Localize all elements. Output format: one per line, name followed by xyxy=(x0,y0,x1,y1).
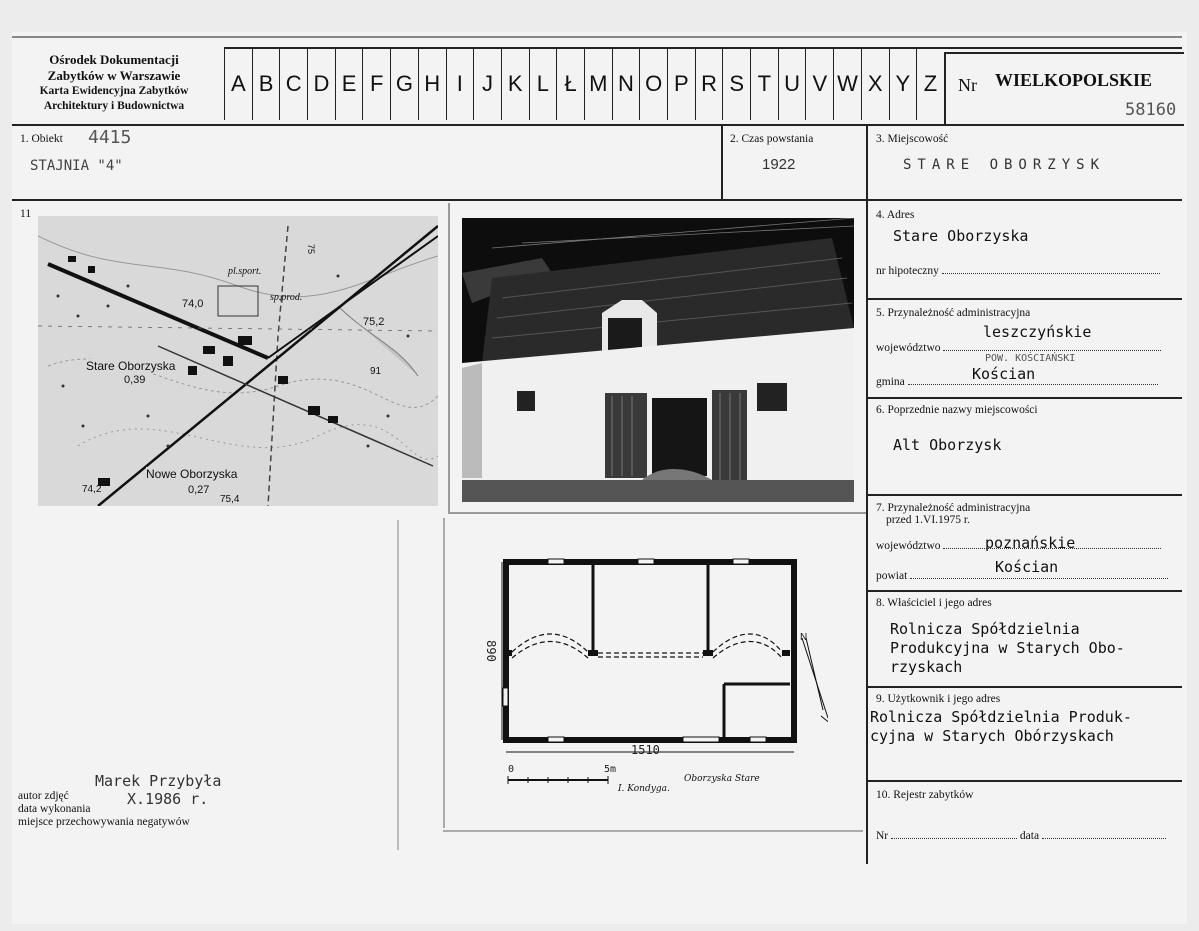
map-label-stare-oborzyska: Stare Oborzyska xyxy=(86,359,176,373)
plan-scale-five: 5m xyxy=(604,764,617,775)
photo-frame-left xyxy=(448,203,450,513)
field5-woj-value: leszczyńskie xyxy=(983,323,1092,341)
index-letter: C xyxy=(279,48,307,120)
index-letter: O xyxy=(639,48,667,120)
index-letter: B xyxy=(252,48,280,120)
map-label-75: 75 xyxy=(306,243,317,255)
index-letter: M xyxy=(584,48,612,120)
field7-woj-row xyxy=(876,540,1161,552)
index-letter: R xyxy=(695,48,723,120)
floor-plan xyxy=(483,548,828,808)
field8-value xyxy=(890,620,1125,677)
row1-bottom-rule xyxy=(12,199,1182,201)
top-rule xyxy=(12,36,1182,38)
field5-gmina-note: POW. KOŚCIAŃSKI xyxy=(985,353,1076,364)
field4-hip-label xyxy=(876,265,1160,277)
field5-woj-label: województwo xyxy=(876,342,941,354)
powiat-dotted-line xyxy=(910,578,1168,579)
date-label: data wykonania xyxy=(18,803,91,815)
plan-author: I. Kondyga. xyxy=(618,784,670,794)
negatives-place-label: miejsce przechowywania negatywów xyxy=(18,816,190,828)
org-line-3: Karta Ewidencyjna Zabytków xyxy=(39,85,189,97)
map-label-nowe-value: 0,27 xyxy=(188,484,210,496)
plan-dim-width: 1510 xyxy=(631,743,660,757)
stable-photo-drawing xyxy=(462,218,854,502)
field10-data-label: data xyxy=(1019,830,1040,842)
row4-bottom-rule xyxy=(866,298,1182,300)
index-letter: T xyxy=(750,48,778,120)
row8-bottom-rule xyxy=(866,686,1182,688)
map-label-75-4: 75,4 xyxy=(220,494,240,505)
field5-gmina-label: gmina xyxy=(876,376,905,388)
index-letter: W xyxy=(833,48,861,120)
map-label-sp-prod: sp.prod. xyxy=(270,292,303,303)
location-map xyxy=(38,216,438,506)
index-letter: D xyxy=(307,48,335,120)
field3-label: 3. Miejscowość xyxy=(876,133,949,145)
field2-label: 2. Czas powstania xyxy=(730,133,814,145)
field1-handnote: 4415 xyxy=(88,127,132,148)
map-label-74-0: 74,0 xyxy=(182,298,204,310)
row5-bottom-rule xyxy=(866,397,1182,399)
field9-label: 9. Użytkownik i jego adres xyxy=(876,693,1001,705)
field9-line2: cyjna w Starych Obórzyskach xyxy=(870,727,1114,745)
field6-label: 6. Poprzednie nazwy miejscowości xyxy=(876,404,1038,416)
field10-nr-row xyxy=(876,830,1166,842)
map-label-pl-sport: pl.sport. xyxy=(228,266,262,277)
alphabet-index xyxy=(224,48,944,120)
region-name: WIELKOPOLSKIE xyxy=(995,70,1153,90)
field8-label: 8. Właściciel i jego adres xyxy=(876,597,992,609)
field7-powiat-value: Kościan xyxy=(995,558,1059,576)
row6-bottom-rule xyxy=(866,494,1182,496)
hip-dotted-line xyxy=(942,273,1160,274)
floor-plan-drawing xyxy=(488,548,828,808)
author-label: autor zdjęć xyxy=(18,790,69,802)
plan-dim-depth: 890 xyxy=(483,640,498,662)
nr-label: Nr xyxy=(958,75,977,95)
reg-data-dotted-line xyxy=(1042,838,1166,839)
field5-gmina-value: Kościan xyxy=(972,365,1036,383)
index-letter: F xyxy=(362,48,390,120)
row7-bottom-rule xyxy=(866,590,1182,592)
index-letter: I xyxy=(446,48,474,120)
plan-frame-bottom xyxy=(443,830,863,832)
index-letter: K xyxy=(501,48,529,120)
field4-label: 4. Adres xyxy=(876,209,915,221)
index-letter: Ł xyxy=(556,48,584,120)
field1-label: 1. Obiekt xyxy=(20,133,63,145)
org-line-1: Ośrodek Dokumentacji xyxy=(49,52,179,67)
date-value: X.1986 r. xyxy=(127,790,209,808)
author-value: Marek Przybyła xyxy=(95,772,222,790)
index-letter: H xyxy=(418,48,446,120)
index-letter: Z xyxy=(916,48,944,120)
field1-value: STAJNIA "4" xyxy=(30,158,123,174)
reg-nr-dotted-line xyxy=(891,838,1017,839)
field7-woj-label: województwo xyxy=(876,540,941,552)
index-letter: U xyxy=(778,48,806,120)
field7-label2: przed 1.VI.1975 r. xyxy=(886,514,970,526)
field11-label: 11 xyxy=(20,208,32,220)
organization-header xyxy=(14,52,214,114)
plan-frame-left xyxy=(443,518,445,828)
index-letter: V xyxy=(805,48,833,120)
index-letter: N xyxy=(612,48,640,120)
plan-place: Oborzyska Stare xyxy=(684,774,760,784)
map-label-91: 91 xyxy=(370,366,382,377)
field8-line2: Produkcyjna w Starych Obo- xyxy=(890,639,1125,657)
divider-1-2 xyxy=(721,124,723,199)
field7-label: 7. Przynależność administracyjna xyxy=(876,502,1031,514)
field8-line1: Rolnicza Spółdzielnia xyxy=(890,620,1080,638)
index-letter: E xyxy=(335,48,363,120)
field5-label: 5. Przynależność administracyjna xyxy=(876,307,1031,319)
field7-powiat-row xyxy=(876,570,1168,582)
index-letter: P xyxy=(667,48,695,120)
building-photo xyxy=(462,218,854,502)
field7-powiat-label: powiat xyxy=(876,570,908,582)
org-line-4: Architektury i Budownictwa xyxy=(43,100,185,112)
field9-value xyxy=(870,708,1132,746)
org-line-2: Zabytków w Warszawie xyxy=(47,68,181,83)
field2-value: 1922 xyxy=(762,156,796,173)
map-label-stare-value: 0,39 xyxy=(124,374,146,386)
index-letter: L xyxy=(529,48,557,120)
index-letter: J xyxy=(473,48,501,120)
field3-value: STARE OBORZYSK xyxy=(903,157,1106,173)
photo-frame-bottom xyxy=(448,512,866,514)
index-letter: G xyxy=(390,48,418,120)
field7-woj-value: poznańskie xyxy=(985,534,1076,552)
center-divider xyxy=(397,520,399,850)
field5-gmina-row xyxy=(876,376,1158,388)
map-label-74-2: 74,2 xyxy=(82,484,102,495)
plan-scale-zero: 0 xyxy=(508,764,515,775)
map-label-75-2: 75,2 xyxy=(363,316,385,328)
north-arrow-label: N xyxy=(800,632,808,643)
index-letter: S xyxy=(722,48,750,120)
field10-label: 10. Rejestr zabytków xyxy=(876,789,974,801)
nr-handwritten: 58160 xyxy=(1125,100,1177,120)
woj7-dotted-line xyxy=(943,548,1161,549)
field4-value: Stare Oborzyska xyxy=(893,227,1029,245)
field10-nr-label: Nr xyxy=(876,830,889,842)
field6-value: Alt Oborzysk xyxy=(893,436,1002,454)
index-letter: A xyxy=(224,48,252,120)
hip-label-text: nr hipoteczny xyxy=(876,265,939,277)
index-letter: X xyxy=(861,48,889,120)
index-letter: Y xyxy=(889,48,917,120)
field8-line3: rzyskach xyxy=(890,658,963,676)
woj-dotted-line xyxy=(943,350,1161,351)
field9-line1: Rolnicza Spółdzielnia Produk- xyxy=(870,708,1132,726)
map-label-nowe-oborzyska: Nowe Oborzyska xyxy=(146,467,238,481)
row9-bottom-rule xyxy=(866,780,1182,782)
gmina-dotted-line xyxy=(908,384,1158,385)
